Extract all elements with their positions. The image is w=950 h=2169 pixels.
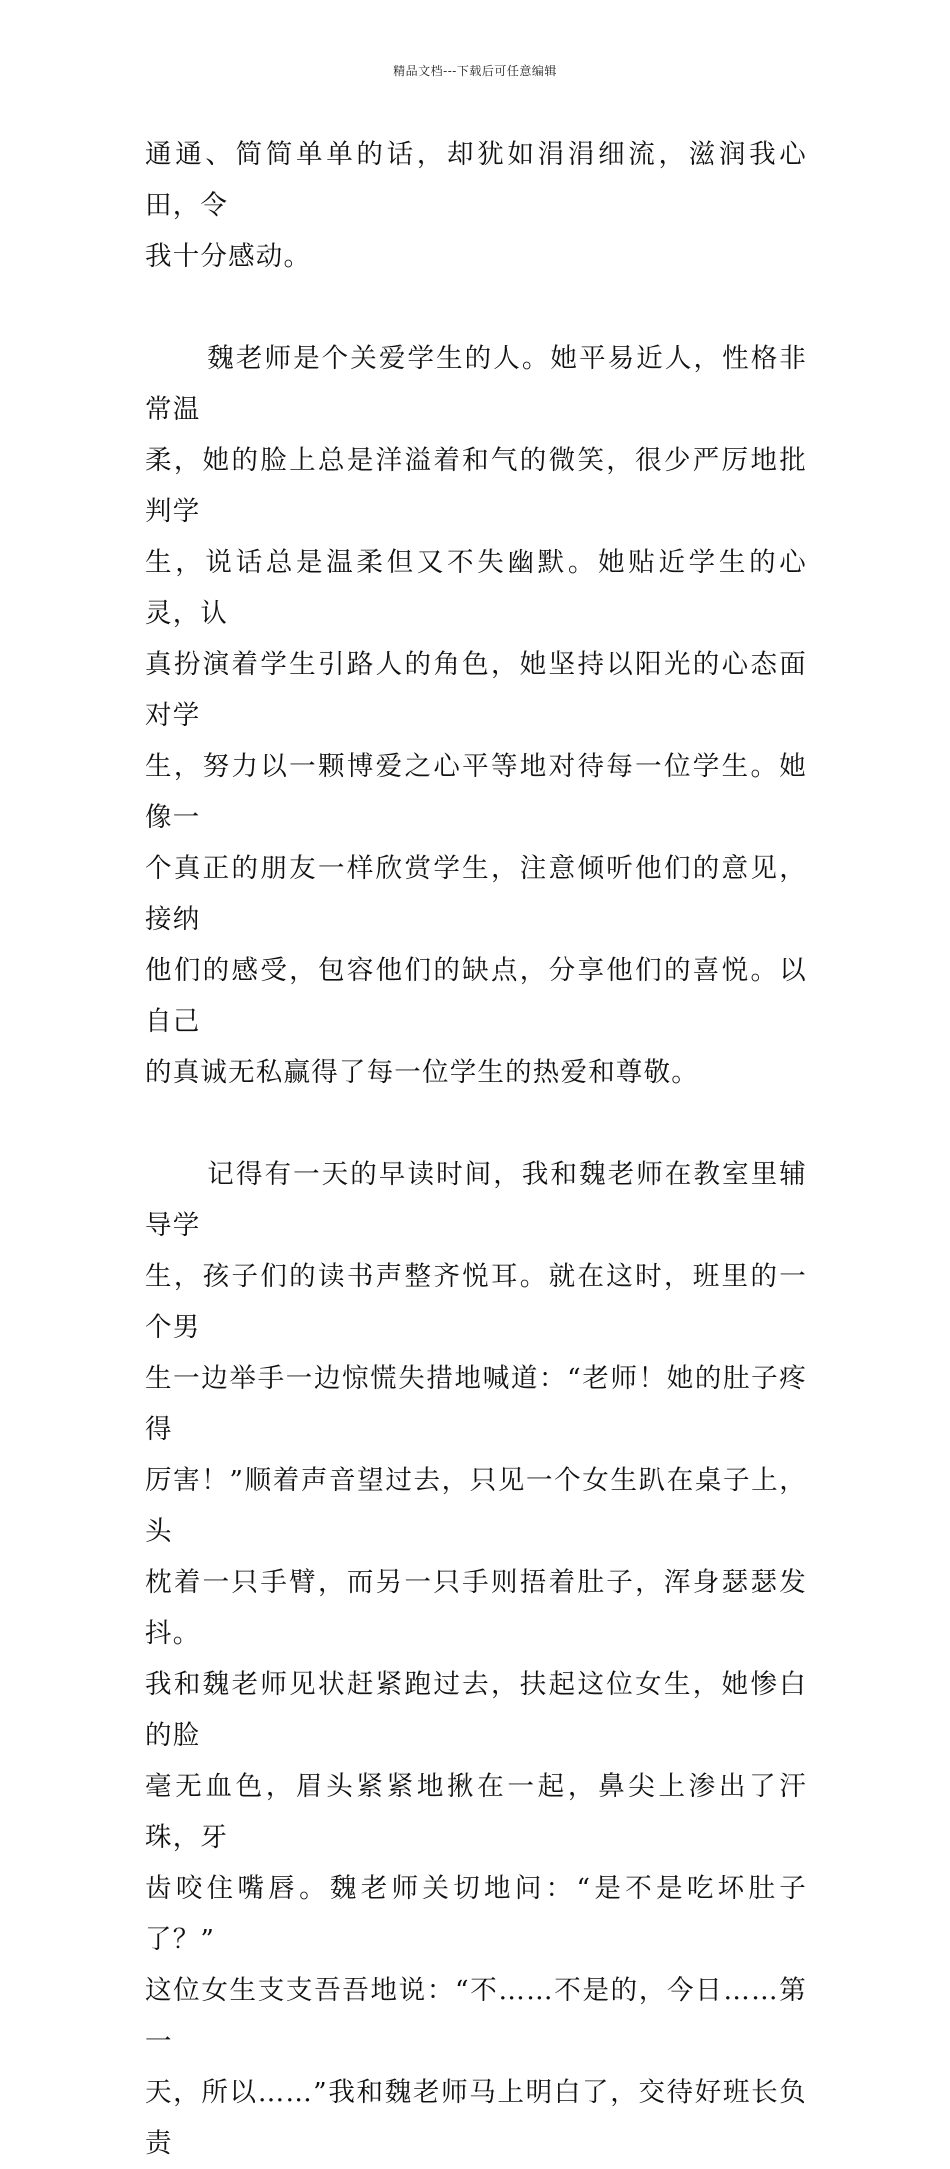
text-line: 真扮演着学生引路人的角色，她坚持以阳光的心态面对学 — [145, 649, 807, 731]
text-line: 我和魏老师见状赶紧跑过去，扶起这位女生，她惨白的脸 — [145, 1669, 807, 1751]
paragraph-gap — [145, 282, 807, 333]
document-body — [145, 129, 807, 2169]
text-line: 他们的感受，包容他们的缺点，分享他们的喜悦。以自己 — [145, 955, 807, 1037]
text-line: 枕着一只手臂，而另一只手则捂着肚子，浑身瑟瑟发抖。 — [145, 1567, 807, 1649]
text-line: 我十分感动。 — [145, 241, 312, 272]
page-header: 精品文档---下载后可任意编辑 — [393, 64, 557, 78]
paragraph-3 — [145, 1149, 807, 2169]
text-line: 生一边举手一边惊慌失措地喊道：“老师！她的肚子疼得 — [145, 1363, 807, 1445]
text-line: 魏老师是个关爱学生的人。她平易近人，性格非常温 — [145, 343, 807, 425]
text-line: 齿咬住嘴唇。魏老师关切地问：“是不是吃坏肚子了？” — [145, 1873, 807, 1955]
text-line: 厉害！”顺着声音望过去，只见一个女生趴在桌子上，头 — [145, 1465, 807, 1547]
text-line: 生，说话总是温柔但又不失幽默。她贴近学生的心灵，认 — [145, 547, 807, 629]
text-line: 通通、简简单单的话，却犹如涓涓细流，滋润我心田，令 — [145, 139, 807, 221]
text-line: 柔，她的脸上总是洋溢着和气的微笑，很少严厉地批判学 — [145, 445, 807, 527]
text-line: 毫无血色，眉头紧紧地揪在一起，鼻尖上渗出了汗珠，牙 — [145, 1771, 807, 1853]
text-line: 这位女生支支吾吾地说：“不……不是的，今日……第一 — [145, 1975, 807, 2057]
text-line: 记得有一天的早读时间，我和魏老师在教室里辅导学 — [145, 1159, 807, 1241]
text-line: 个真正的朋友一样欣赏学生，注意倾听他们的意见，接纳 — [145, 853, 807, 935]
paragraph-2 — [145, 333, 807, 1098]
text-line: 生，努力以一颗博爱之心平等地对待每一位学生。她像一 — [145, 751, 807, 833]
paragraph-1 — [145, 129, 807, 282]
paragraph-gap — [145, 1098, 807, 1149]
text-line: 生，孩子们的读书声整齐悦耳。就在这时，班里的一个男 — [145, 1261, 807, 1343]
text-line: 的真诚无私赢得了每一位学生的热爱和尊敬。 — [145, 1057, 699, 1088]
text-line: 天，所以……”我和魏老师马上明白了，交待好班长负责 — [145, 2077, 807, 2159]
